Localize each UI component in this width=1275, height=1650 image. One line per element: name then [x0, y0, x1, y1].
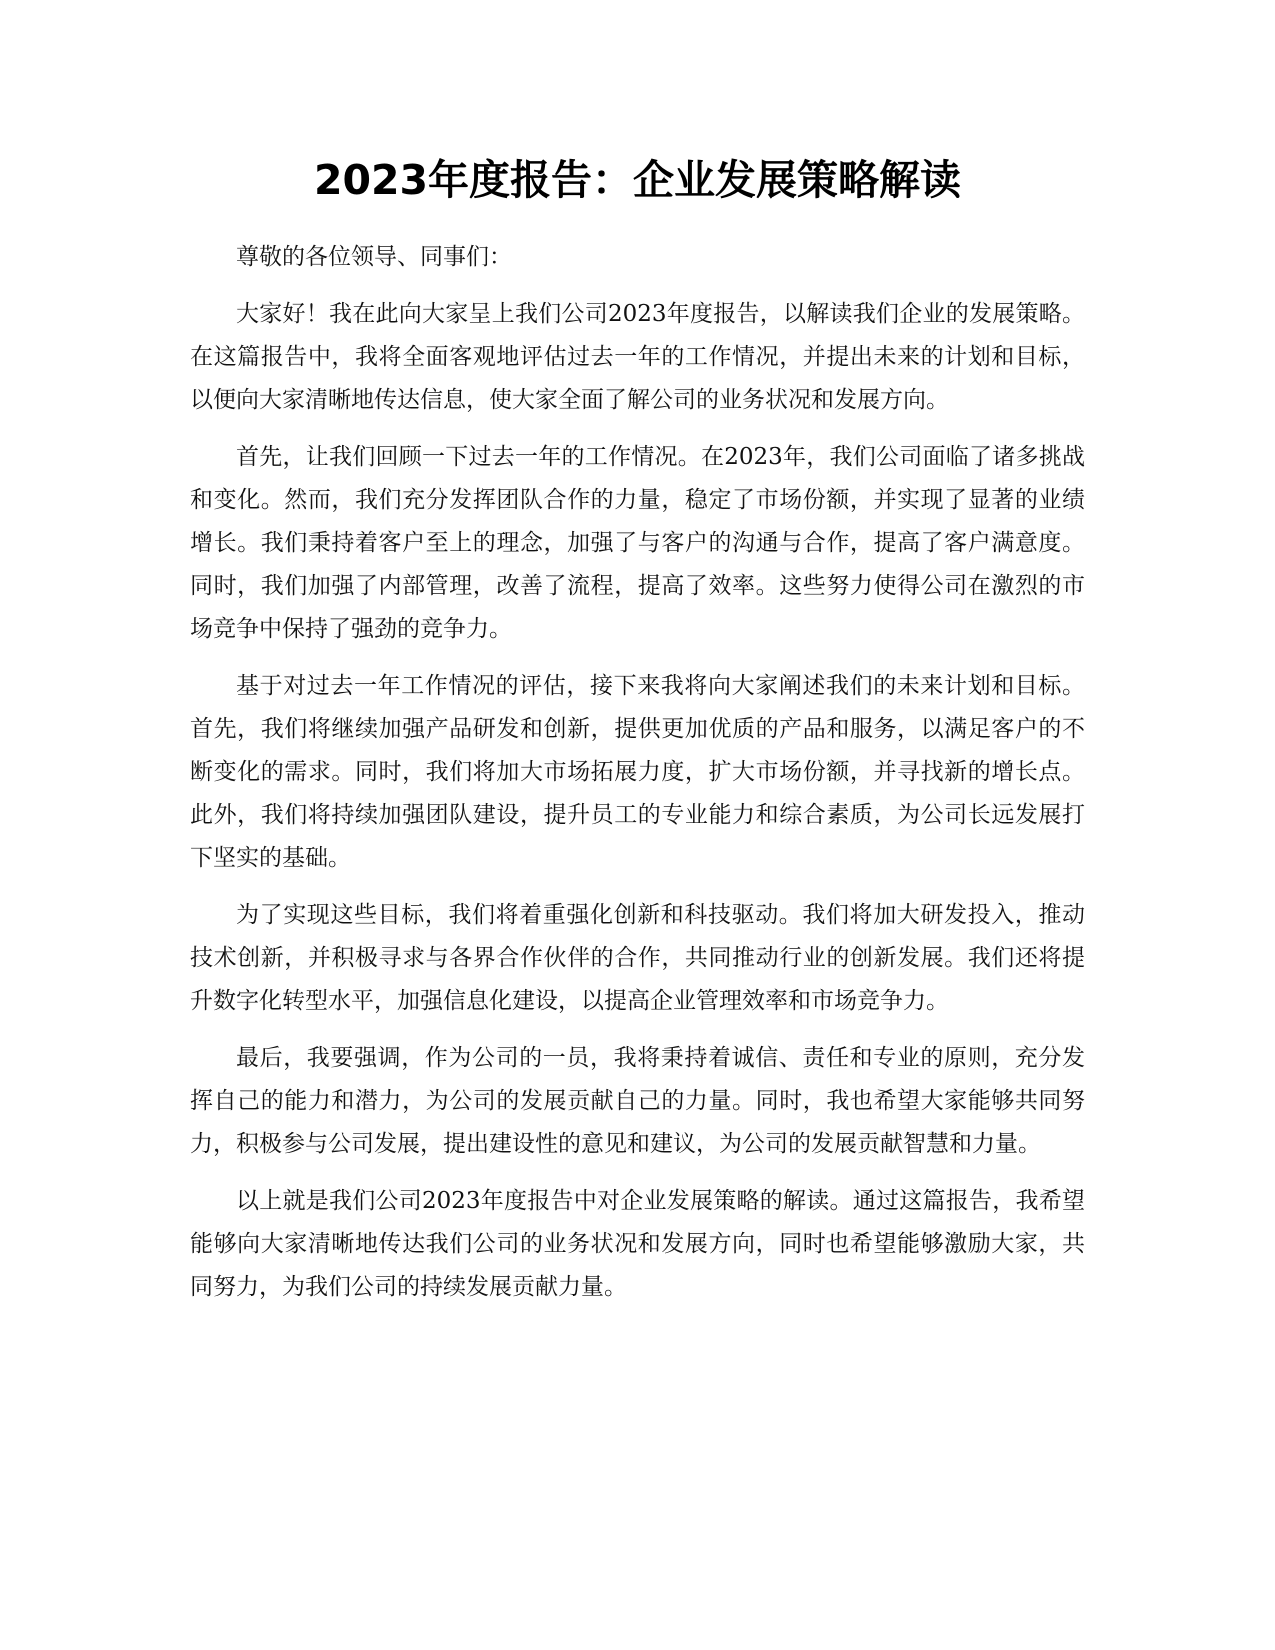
- salutation: 尊敬的各位领导、同事们：: [236, 244, 512, 270]
- paragraph-commitment: 最后，我要强调，作为公司的一员，我将秉持着诚信、责任和专业的原则，充分发挥自己的能力和潜力，为公司的发展贡献自己的力量。同时，我也希望大家能够共同努力，积极参与公司发展，提出建设性的意见和建议，为公司的发展贡献智慧和力量。: [190, 1045, 1085, 1157]
- document-title: 2023年度报告：企业发展策略解读: [313, 156, 962, 204]
- paragraph-plans: 基于对过去一年工作情况的评估，接下来我将向大家阐述我们的未来计划和目标。首先，我们将继续加强产品研发和创新，提供更加优质的产品和服务，以满足客户的不断变化的需求。同时，我们将加大市场拓展力度，扩大市场份额，并寻找新的增长点。此外，我们将持续加强团队建设，提升员工的专业能力和综合素质，为公司长远发展打下坚实的基础。: [190, 673, 1085, 871]
- paragraph-review: 首先，让我们回顾一下过去一年的工作情况。在2023年，我们公司面临了诸多挑战和变化。然而，我们充分发挥团队合作的力量，稳定了市场份额，并实现了显著的业绩增长。我们秉持着客户至上的理念，加强了与客户的沟通与合作，提高了客户满意度。同时，我们加强了内部管理，改善了流程，提高了效率。这些努力使得公司在激烈的市场竞争中保持了强劲的竞争力。: [190, 444, 1085, 642]
- paragraph-conclusion: 以上就是我们公司2023年度报告中对企业发展策略的解读。通过这篇报告，我希望能够向大家清晰地传达我们公司的业务状况和发展方向，同时也希望能够激励大家，共同努力，为我们公司的持续发展贡献力量。: [190, 1188, 1085, 1300]
- paragraph-innovation: 为了实现这些目标，我们将着重强化创新和科技驱动。我们将加大研发投入，推动技术创新，并积极寻求与各界合作伙伴的合作，共同推动行业的创新发展。我们还将提升数字化转型水平，加强信息化建设，以提高企业管理效率和市场竞争力。: [190, 902, 1085, 1014]
- paragraph-intro: 大家好！我在此向大家呈上我们公司2023年度报告，以解读我们企业的发展策略。在这篇报告中，我将全面客观地评估过去一年的工作情况，并提出未来的计划和目标，以便向大家清晰地传达信息，使大家全面了解公司的业务状况和发展方向。: [190, 301, 1085, 413]
